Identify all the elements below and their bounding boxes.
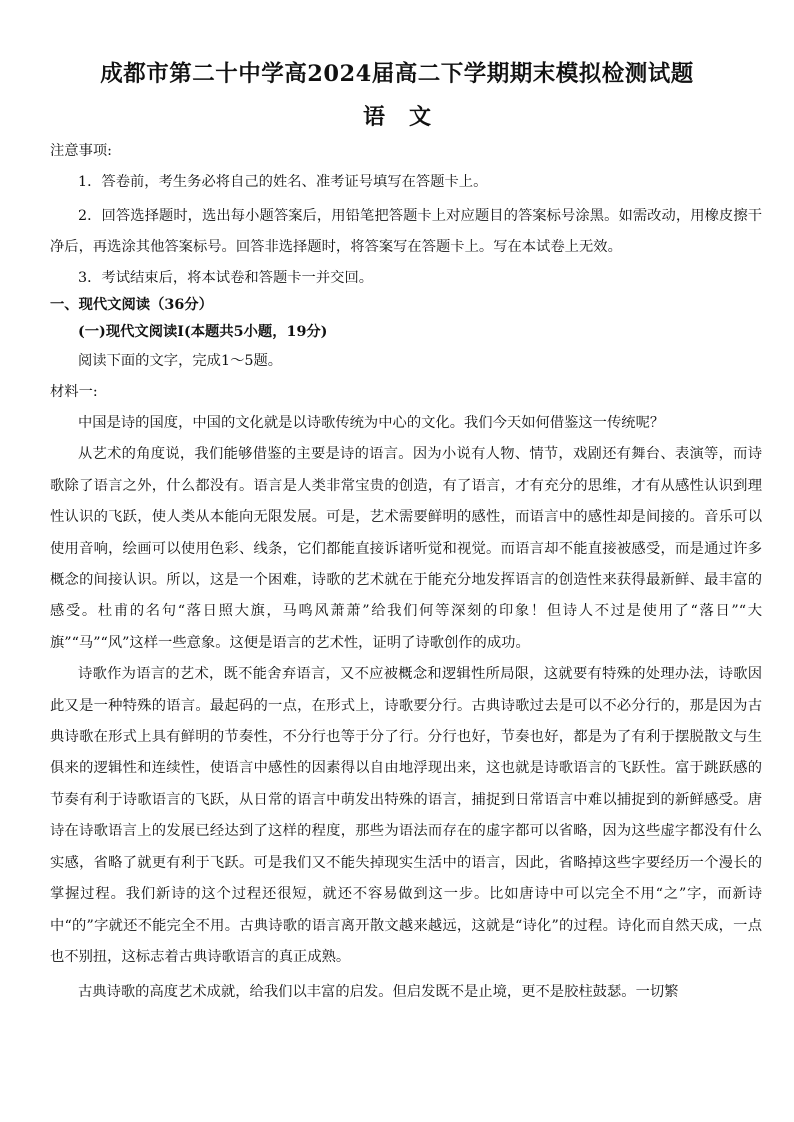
exam-content [50, 136, 762, 1009]
notice-item-2: 2．回答选择题时，选出每小题答案后，用铅笔把答题卡上对应题目的答案标号涂黑。如需改动，用橡皮擦干净后，再选涂其他答案标号。回答非选择题时，将答案写在答题卡上。写在本试卷上无效。 [50, 208, 762, 255]
material-label: 材料一: [50, 384, 98, 400]
reading-instruction: 阅读下面的文字，完成1～5题。 [78, 353, 283, 369]
notice-item-1: 1．答卷前，考生务必将自己的姓名、准考证号填写在答题卡上。 [78, 174, 488, 190]
notice-item-3: 3．考试结束后，将本试卷和答题卡一并交回。 [78, 270, 374, 286]
notice-heading: 注意事项: [50, 143, 113, 159]
paragraph: 中国是诗的国度，中国的文化就是以诗歌传统为中心的文化。我们今天如何借鉴这一传统呢？ [78, 415, 665, 431]
section-heading: 一、现代文阅读（36分） [50, 297, 213, 313]
page-title: 成都市第二十中学高2024届高二下学期期末模拟检测试题 [100, 61, 694, 87]
section-sub-heading: (一)现代文阅读Ⅰ(本题共5小题，19分) [78, 324, 328, 340]
paragraph: 诗歌作为语言的艺术，既不能舍弃语言，又不应被概念和逻辑性所局限，这就要有特殊的处理办法，诗歌因此又是一种特殊的语言。最起码的一点，在形式上，诗歌要分行。古典诗歌过去是可以不必分行的，那是因为古典诗歌在形式上具有鲜明的节奏性，不分行也等于分了行。分行也好，节奏也好，都是为了有利于摆脱散文与生俱来的逻辑性和连续性，使语言中感性的因素得以自由地浮现出来，这也就是诗歌语言的飞跃性。富于跳跃感的节奏有利于诗歌语言的飞跃，从日常的语言中萌发出特殊的语言，捕捉到日常语言中难以捕捉到的新鲜感受。唐诗在诗歌语言上的发展已经达到了这样的程度，那些为语法而存在的虚字都可以省略，因为这些虚字都没有什么实感，省略了就更有利于飞跃。可是我们又不能失掉现实生活中的语言，因此，省略掉这些字要经历一个漫长的掌握过程。我们新诗的这个过程还很短，就还不容易做到这一步。比如唐诗中可以完全不用“之”字，而新诗中“的”字就还不能完全不用。古典诗歌的语言离开散文越来越远，这就是“诗化”的过程。诗化而自然天成，一点也不别扭，这标志着古典诗歌语言的真正成熟。 [50, 666, 762, 965]
subject-title: 语文 [362, 104, 455, 130]
paragraph: 从艺术的角度说，我们能够借鉴的主要是诗的语言。因为小说有人物、情节，戏剧还有舞台、表演等，而诗歌除了语言之外，什么都没有。语言是人类非常宝贵的创造，有了语言，才有充分的思维，才有从感性认识到理性认识的飞跃，使人类从本能向无限发展。可是，艺术需要鲜明的感性，而语言中的感性却是间接的。音乐可以使用音响，绘画可以使用色彩、线条，它们都能直接诉诸听觉和视觉。而语言却不能直接被感受，而是通过许多概念的间接认识。所以，这是一个困难，诗歌的艺术就在于能充分地发挥语言的创造性来获得最新鲜、最丰富的感受。杜甫的名句“落日照大旗，马鸣风萧萧”给我们何等深刻的印象！但诗人不过是使用了“落日”“大旗”“马”“风”这样一些意象。这便是语言的艺术性，证明了诗歌创作的成功。 [50, 446, 762, 651]
material-body [50, 408, 762, 1009]
paragraph: 古典诗歌的高度艺术成就，给我们以丰富的启发。但启发既不是止境，更不是胶柱鼓瑟。一切繁 [78, 984, 679, 1001]
